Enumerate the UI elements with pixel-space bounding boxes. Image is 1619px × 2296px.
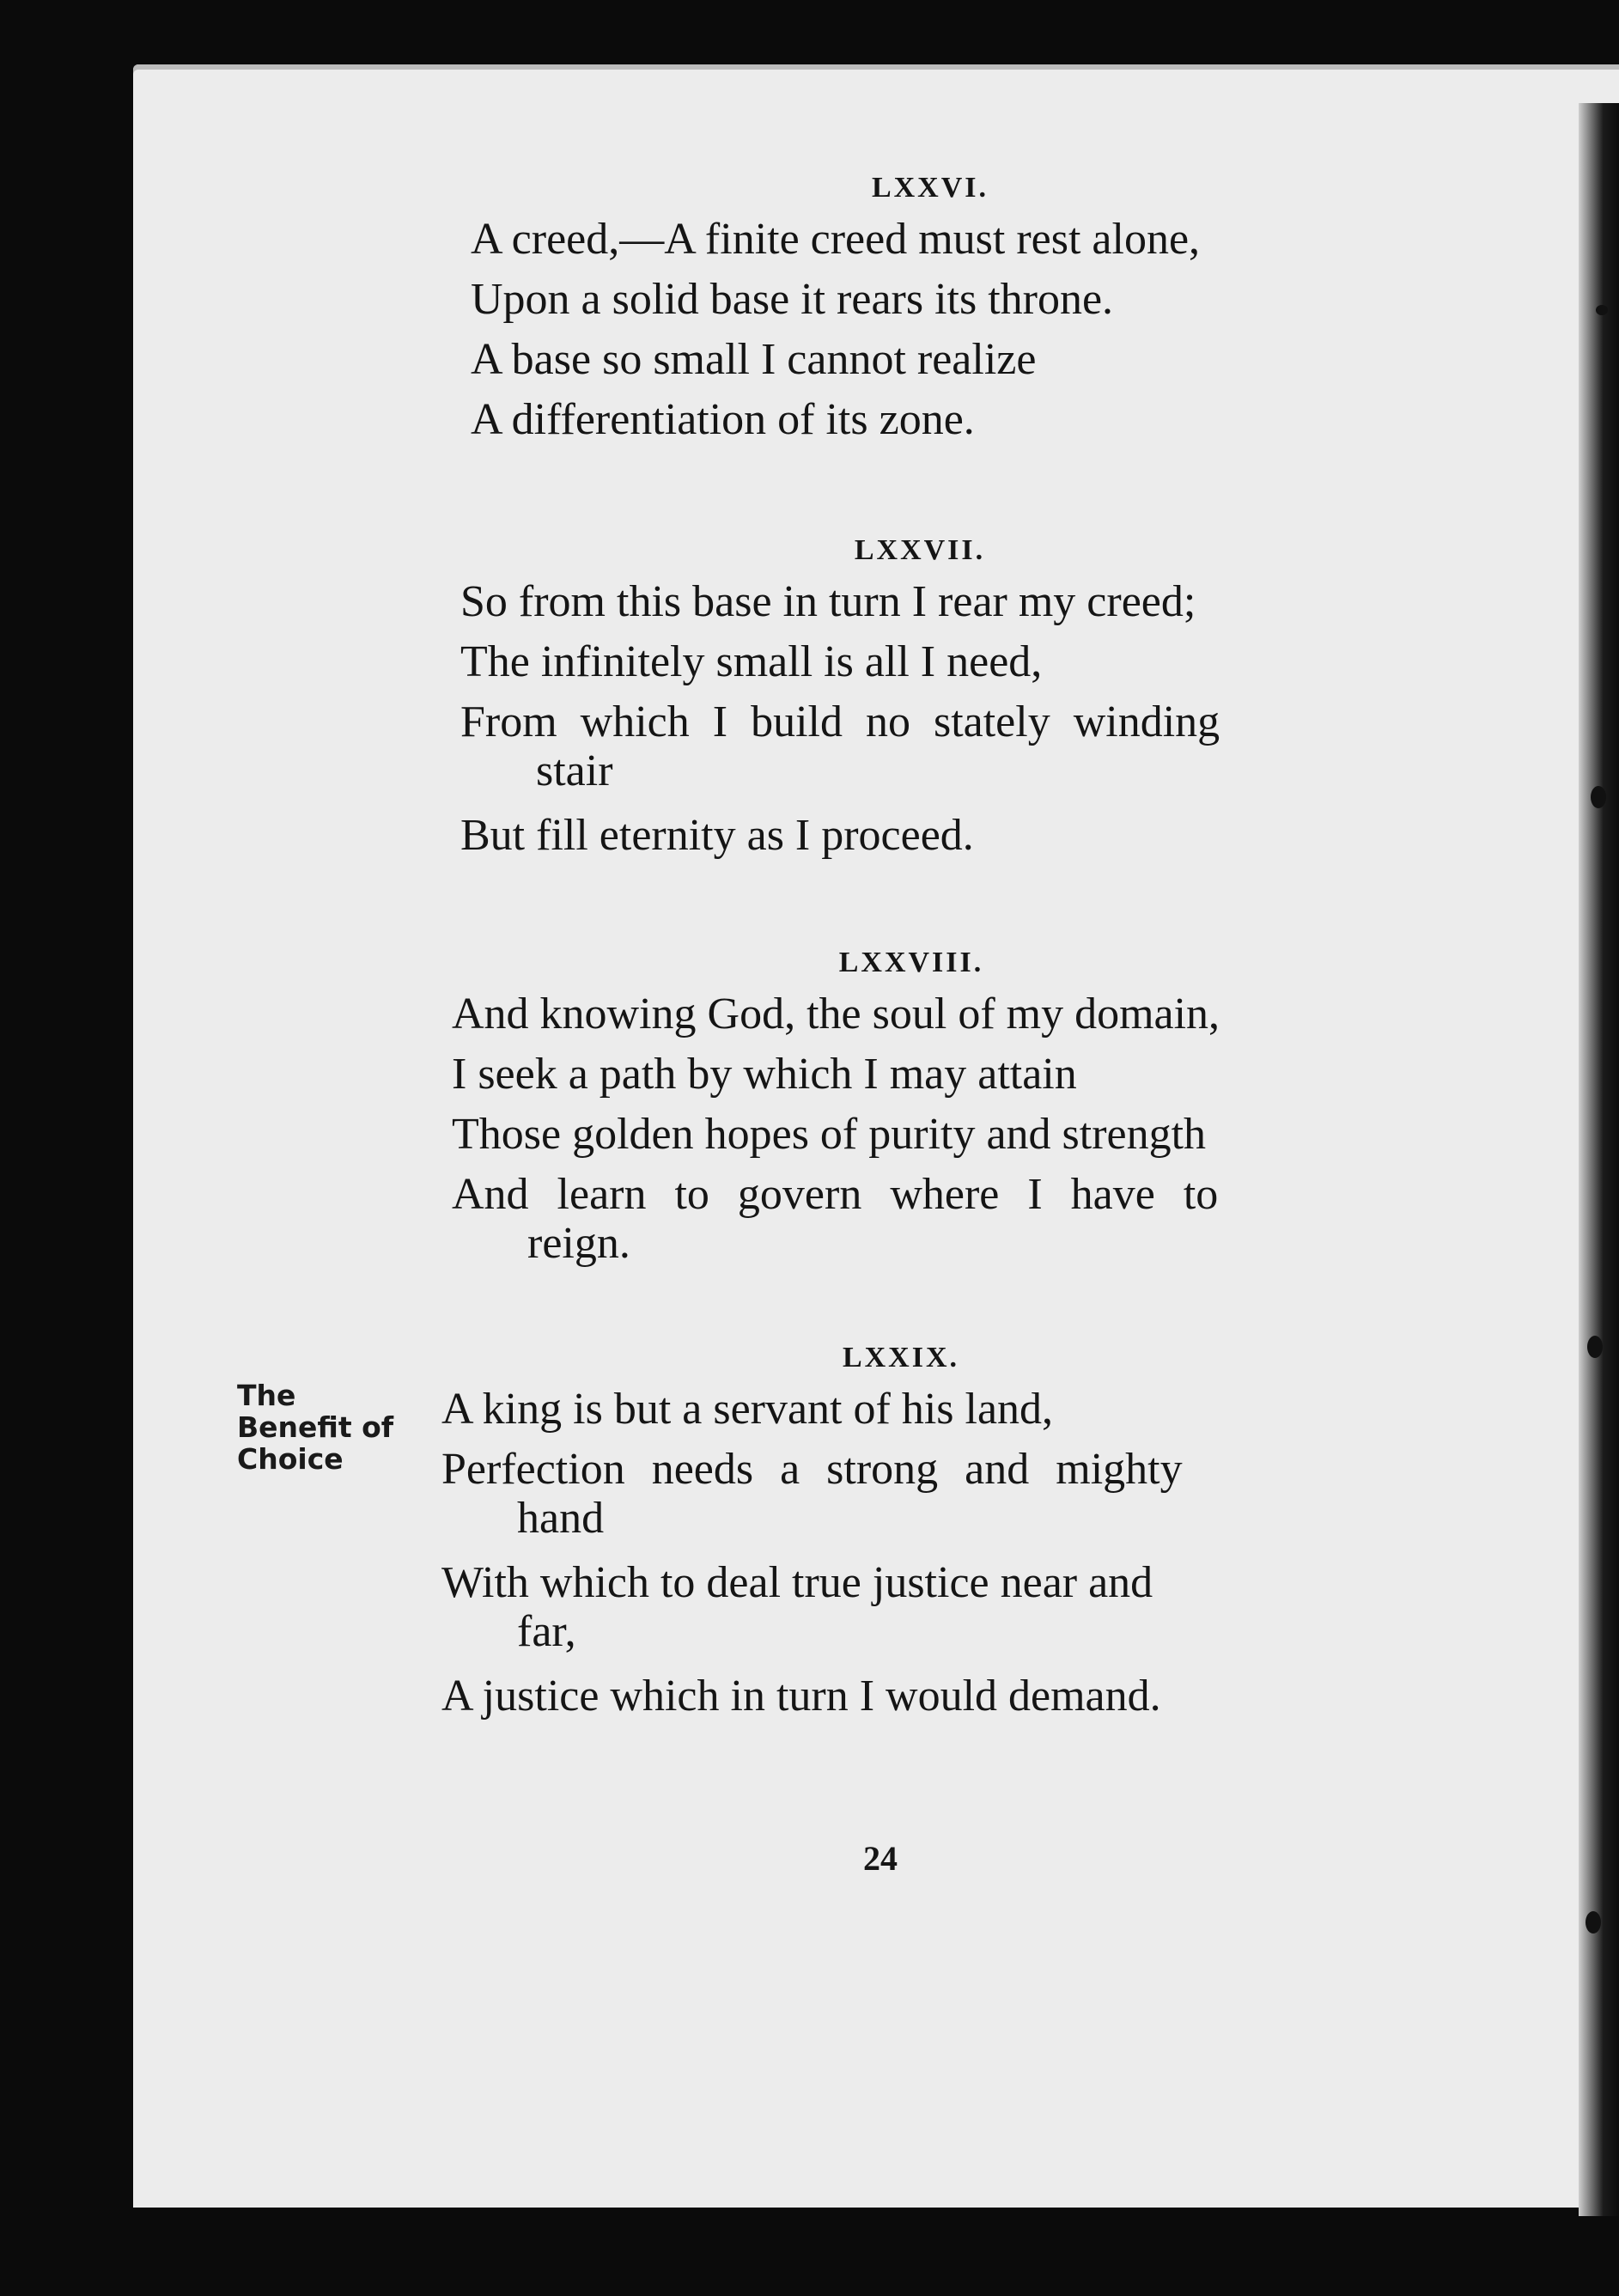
- verse-line: Upon a solid base it rears its throne.: [471, 275, 1114, 324]
- verse-line: A king is but a servant of his land,: [441, 1385, 1054, 1434]
- verse-line-continuation: hand: [517, 1494, 605, 1543]
- marginal-sidenote: [237, 1379, 393, 1475]
- stanza-lxxviii: [452, 947, 1371, 1278]
- verse-line: A justice which in turn I would demand.: [441, 1672, 1161, 1720]
- verse-line: A differentiation of its zone.: [471, 395, 975, 444]
- verse-line: So from this base in turn I rear my creed;: [460, 577, 1196, 626]
- sidenote-line: Benefit of: [237, 1410, 394, 1444]
- verse-line: I seek a path by which I may attain: [452, 1050, 1077, 1099]
- verse-line: A creed,—A finite creed must rest alone,: [471, 215, 1201, 264]
- verse-line: And learn to govern where I have to: [452, 1170, 1219, 1219]
- verse-line: From which I build no stately winding: [460, 697, 1220, 746]
- verse-line-continuation: far,: [517, 1607, 576, 1656]
- stanza-numeral: LXXVIII.: [838, 947, 984, 978]
- stanza-lxxvi: [471, 172, 1390, 450]
- stanza-lxxvii: [460, 534, 1379, 866]
- sidenote-line: Choice: [237, 1442, 344, 1476]
- verse-line: And knowing God, the soul of my domain,: [452, 990, 1220, 1038]
- verse-line: With which to deal true justice near and: [441, 1558, 1153, 1607]
- page-number: 24: [863, 1839, 898, 1878]
- stanza-lxxix: [441, 1342, 1360, 1727]
- verse-line: Those golden hopes of purity and strength: [452, 1110, 1207, 1159]
- verse-line-continuation: stair: [536, 746, 613, 795]
- verse-line: The infinitely small is all I need,: [460, 637, 1043, 686]
- stanza-numeral: LXXIX.: [842, 1342, 960, 1373]
- verse-line: But fill eternity as I proceed.: [460, 811, 974, 860]
- stanza-numeral: LXXVII.: [854, 534, 986, 566]
- stanza-numeral: LXXVI.: [871, 172, 989, 204]
- verse-line: A base so small I cannot realize: [471, 335, 1037, 384]
- sidenote-line: The: [237, 1379, 296, 1412]
- verse-line: Perfection needs a strong and mighty: [441, 1445, 1183, 1494]
- verse-line-continuation: reign.: [527, 1219, 630, 1268]
